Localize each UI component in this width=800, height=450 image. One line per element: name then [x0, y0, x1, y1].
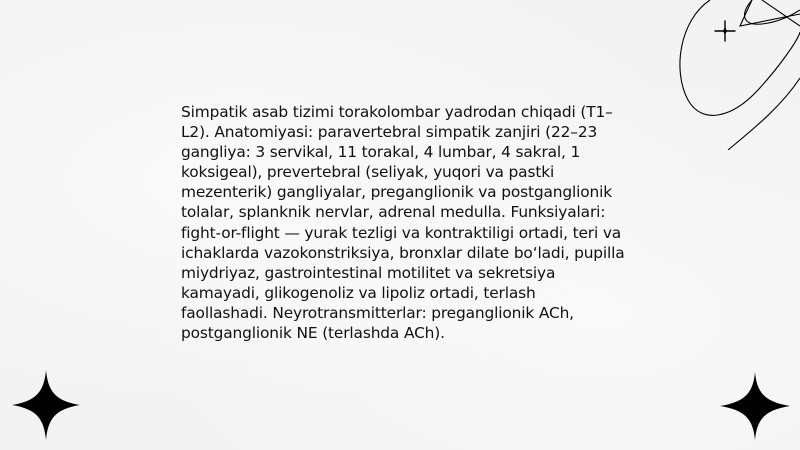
four-point-star-icon: [12, 370, 80, 440]
slide-body-text: Simpatik asab tizimi torakolombar yadrodan chiqadi (T1–L2). Anatomiyasi: paravertebral simpatik zanjiri (22–23 gangliya: 3 servikal, 11 torakal, 4 lumbar, 4 sakral, 1 koksigeal), prevertebral (seliyak, yuqori va pastki mezenterik) gangliyalar, preganglionik va postganglionik tolalar, splanknik nervlar, adrenal medulla. Funksiyalari: fight-or-flight — yurak tezligi va kontraktiligi ortadi, teri va ichaklarda vazokonstriksiya, bronxlar dilate bo‘ladi, pupilla miydriyaz, gastrointestinal motilitet va sekretsiya kamayadi, glikogenoliz va lipoliz ortadi, terlash faollashadi. Neyrotransmitterlar: preganglionik ACh, postganglionik NE (terlashda ACh).: [181, 103, 625, 343]
four-point-star-icon: [720, 372, 790, 440]
orbit-sparkle-icon: [670, 0, 800, 150]
